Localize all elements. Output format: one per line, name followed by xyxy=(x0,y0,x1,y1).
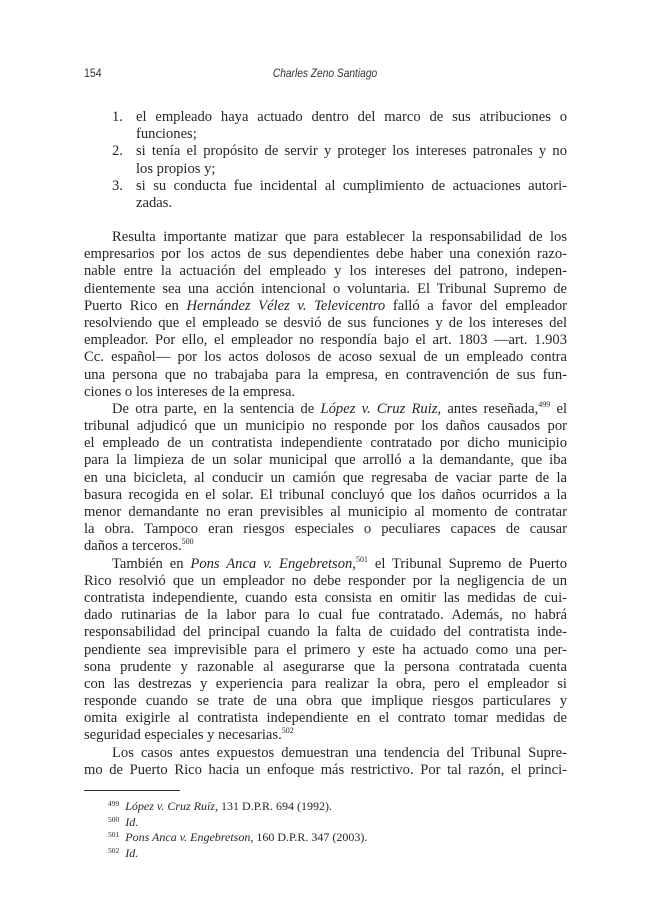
text-line xyxy=(84,676,567,693)
text-line xyxy=(84,246,567,263)
text-line xyxy=(84,263,567,280)
list-number: 1. xyxy=(112,109,123,125)
text-line xyxy=(84,298,567,315)
text-run: si tenía el propósito de servir y proteger los intereses patronales y no xyxy=(136,143,567,160)
text-run: , antes reseñada, xyxy=(437,400,539,417)
footnote-ref: 502 xyxy=(281,726,294,736)
text-run: Puerto Rico en xyxy=(84,297,187,314)
text-run: También en xyxy=(112,555,191,572)
text-line xyxy=(84,504,567,521)
text-line xyxy=(136,161,567,178)
text-run: una persona que no trabajaba para la empresa, en contravención de sus fun- xyxy=(84,366,567,383)
footnote xyxy=(108,799,332,813)
text-run: mo de Puerto Rico hacia un enfoque más restrictivo. Por tal razón, el princi- xyxy=(84,761,567,778)
text-line xyxy=(136,178,567,195)
list-number: 3. xyxy=(112,177,123,194)
text-run: los propios y; xyxy=(136,160,216,177)
text-line xyxy=(84,624,567,641)
case-name: Id. xyxy=(125,846,139,861)
text-run: resolviendo que el empleado se desvió de sus funciones y de los intereses del xyxy=(84,314,567,331)
running-header: Charles Zeno Santiago xyxy=(272,66,378,80)
footnote xyxy=(108,846,138,860)
text-run: Resulta importante matizar que para establecer la responsabilidad de los xyxy=(112,229,567,245)
text-run: responde cuando se trate de una obra que implique riesgos particulares y xyxy=(84,693,567,710)
text-run: , xyxy=(352,555,356,572)
text-line xyxy=(84,745,567,762)
page-number: 154 xyxy=(84,66,102,80)
text-run: en una bicicleta, al conducir un camión que regresaba de vaciar parte de la xyxy=(84,469,567,486)
text-run: si su conducta fue incidental al cumplimiento de actuaciones autori- xyxy=(136,177,567,194)
text-line xyxy=(136,126,567,143)
case-name: Id. xyxy=(125,814,139,829)
text-line xyxy=(84,573,567,590)
case-name: Pons Anca v. Engebretson, xyxy=(125,830,254,845)
text-run: nable entre la actuación del empleado y los intereses del patrono, indepen- xyxy=(84,263,567,280)
text-line xyxy=(84,538,567,555)
text-run: para la limpieza de un solar municipal que arrolló a la demandante, que iba xyxy=(84,452,567,469)
text-line xyxy=(84,401,567,418)
text-line xyxy=(84,332,567,349)
text-line xyxy=(84,349,567,366)
text-line xyxy=(84,435,567,452)
case-name: López v. Cruz Ruiz xyxy=(320,400,438,417)
footnote-number: 501 xyxy=(108,830,120,840)
footnote-number: 500 xyxy=(108,814,120,824)
text-run: el empleado haya actuado dentro del marco de sus atribuciones o xyxy=(136,109,567,125)
text-line xyxy=(84,384,567,401)
text-run: omita exigirle al contratista independiente en el contrato tomar medidas de xyxy=(84,710,567,727)
text-line xyxy=(136,143,567,160)
text-line xyxy=(84,727,567,744)
text-run: funciones; xyxy=(136,126,197,143)
list-number: 2. xyxy=(112,143,123,160)
footnote-ref: 499 xyxy=(538,399,551,409)
text-run: Rico resolvió que un empleador no debe responder por la negligencia de un xyxy=(84,572,567,589)
list-item xyxy=(84,143,567,177)
text-run: menor demandante no eran previsibles al municipio al momento de contratar xyxy=(84,504,567,520)
text-run: contratista independiente, cuando esta consista en omitir las medidas de cui- xyxy=(84,589,567,606)
body-text xyxy=(84,229,567,779)
text-line xyxy=(84,452,567,469)
text-line xyxy=(84,642,567,659)
text-run: daños a terceros. xyxy=(84,538,182,555)
footnote xyxy=(108,830,367,844)
text-run: empleador. Por ello, el empleador no respondía bajo el art. 1803 —art. 1.903 xyxy=(84,332,567,349)
case-name: López v. Cruz Ruíz, xyxy=(125,799,219,813)
text-run: 160 D.P.R. 347 (2003). xyxy=(253,830,368,845)
text-line xyxy=(84,521,567,538)
text-run: basura recogida en el solar. El tribunal concluyó que los daños ocurridos a la xyxy=(84,486,567,503)
footnote-number: 499 xyxy=(108,799,120,808)
text-line xyxy=(84,762,567,779)
text-line xyxy=(84,487,567,504)
text-run: con las destrezas y experiencia para realizar la obra, pero el empleador si xyxy=(84,675,567,692)
text-run: De otra parte, en la sentencia de xyxy=(112,400,321,417)
text-run: zadas. xyxy=(136,194,173,211)
text-line xyxy=(84,693,567,710)
list-item xyxy=(84,109,567,143)
text-run: falló a favor del empleador xyxy=(385,297,567,314)
text-line xyxy=(84,229,567,246)
text-run: dientemente sea una acción intencional o voluntaria. El Tribunal Supremo de xyxy=(84,280,567,297)
text-run: la obra. Tampoco eran riesgos especiales o peculiares capaces de causar xyxy=(84,521,567,538)
text-run: el Tribunal Supremo de Puerto xyxy=(367,555,568,572)
footnote-ref: 500 xyxy=(181,537,194,547)
text-run: responsabilidad del principal cuando la falta de cuidado del contratista inde- xyxy=(84,624,567,641)
text-run: seguridad especiales y necesarias. xyxy=(84,727,282,744)
text-line xyxy=(84,710,567,727)
footnote xyxy=(108,815,138,829)
text-line xyxy=(84,556,567,573)
text-line xyxy=(84,418,567,435)
text-run: Cc. español— por los actos dolosos de acoso sexual de un empleado contra xyxy=(84,349,567,366)
text-line xyxy=(84,470,567,487)
text-line xyxy=(84,367,567,384)
numbered-list xyxy=(84,109,567,212)
paragraph xyxy=(84,745,567,779)
text-run: empresarios por los actos de sus dependientes debe haber una conexión razo- xyxy=(84,246,567,263)
text-line xyxy=(84,607,567,624)
text-line xyxy=(84,281,567,298)
text-run: el xyxy=(550,400,567,417)
text-run: sona prudente y razonable al asegurarse que la persona contratada cuenta xyxy=(84,658,567,675)
text-run: ciones o los intereses de la empresa. xyxy=(84,383,296,400)
text-run: Los casos antes expuestos demuestran una tendencia del Tribunal Supre- xyxy=(112,744,567,761)
text-line xyxy=(136,109,567,126)
text-run: dado rutinarias de la labor para lo cual fue contratado. Además, no habrá xyxy=(84,607,567,624)
text-run: el empleado de un contratista independiente contratado por dicho municipio xyxy=(84,435,567,452)
text-line xyxy=(136,195,567,212)
footnote-separator xyxy=(84,790,180,791)
text-line xyxy=(84,659,567,676)
paragraph xyxy=(84,229,567,401)
paragraph xyxy=(84,556,567,745)
footnote-ref: 501 xyxy=(355,554,368,564)
text-run: pendiente sea imprevisible para el primero y este ha actuado como una per- xyxy=(84,641,567,658)
text-run: 131 D.P.R. 694 (1992). xyxy=(218,799,333,813)
case-name: Pons Anca v. Engebretson xyxy=(190,555,353,572)
case-name: Hernández Vélez v. Televicentro xyxy=(186,297,386,314)
footnote-number: 502 xyxy=(108,846,120,856)
text-line xyxy=(84,315,567,332)
list-item xyxy=(84,178,567,212)
text-run: tribunal adjudicó que un municipio no responde por los daños causados por xyxy=(84,418,567,435)
text-line xyxy=(84,590,567,607)
paragraph xyxy=(84,401,567,556)
